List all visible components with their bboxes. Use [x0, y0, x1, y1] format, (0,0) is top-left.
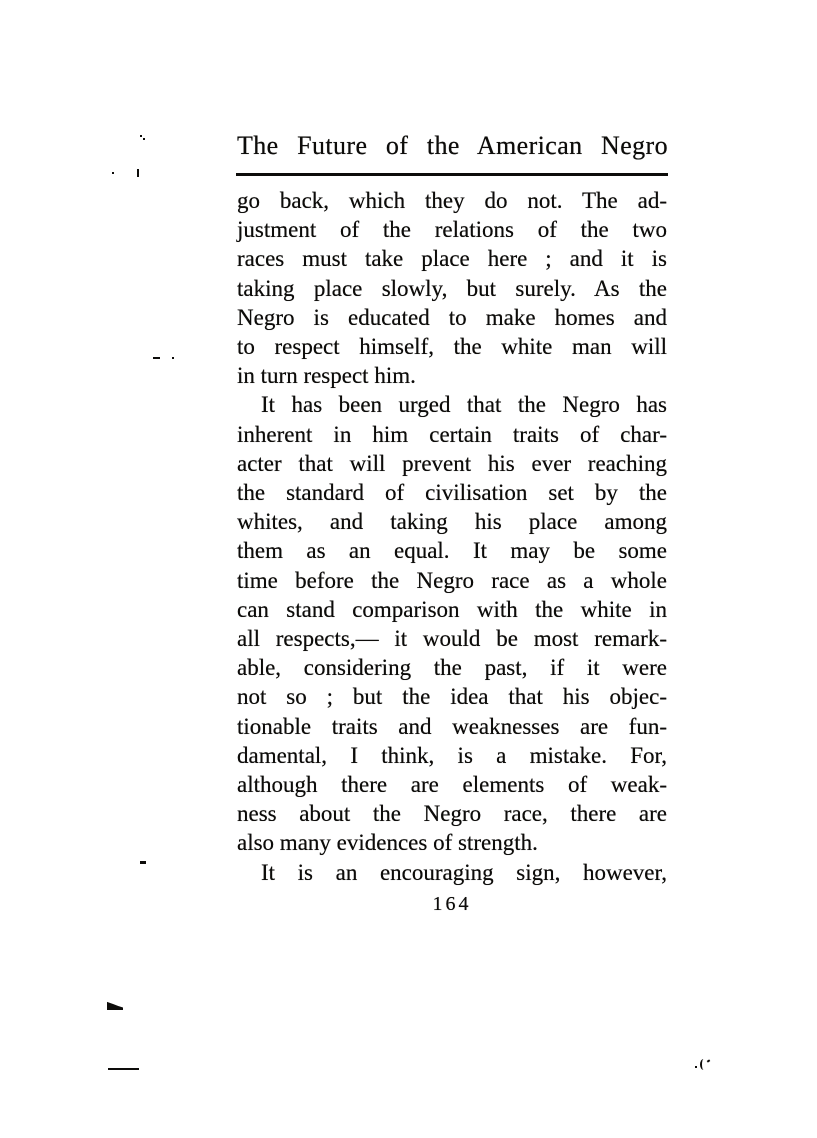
ink-speck: [112, 172, 114, 174]
body-line: races must take place here ; and it is: [237, 246, 667, 272]
ink-speck: [140, 135, 142, 137]
body-line: time before the Negro race as a whole: [237, 567, 667, 593]
body-line: acter that will prevent his ever reaching: [237, 450, 667, 476]
body-line: taking place slowly, but surely. As the: [237, 275, 667, 301]
body-line: also many evidences of strength.: [237, 830, 538, 856]
body-line: them as an equal. It may be some: [237, 538, 667, 564]
ink-speck: [140, 861, 146, 864]
page-number: 164: [432, 893, 472, 915]
body-line: the standard of civilisation set by the: [237, 480, 667, 506]
body-line: to respect himself, the white man will: [237, 334, 667, 360]
body-line: It has been urged that the Negro has: [261, 392, 667, 418]
ink-blob: [107, 1001, 123, 1010]
ink-speck: [695, 1066, 697, 1068]
body-line: ness about the Negro race, there are: [237, 801, 667, 827]
body-line: It is an encouraging sign, however,: [261, 859, 667, 885]
body-line: justment of the relations of the two: [237, 217, 667, 243]
body-line: whites, and taking his place among: [237, 509, 667, 535]
ink-line: [108, 1068, 139, 1070]
body-line: go back, which they do not. The ad-: [237, 188, 667, 213]
body-line: damental, I think, is a mistake. For,: [237, 742, 667, 768]
body-line: in turn respect him.: [237, 363, 416, 389]
body-line: inherent in him certain traits of char-: [237, 421, 667, 447]
ink-speck: [143, 138, 145, 140]
body-line: all respects,— it would be most remark-: [237, 626, 667, 652]
body-text: [237, 186, 667, 887]
body-line: can stand comparison with the white in: [237, 596, 667, 622]
body-line: Negro is educated to make homes and: [237, 304, 667, 330]
ink-speck: [137, 169, 139, 177]
ink-speck: [172, 357, 174, 359]
ink-speck: [153, 357, 160, 359]
body-line: not so ; but the idea that his objec-: [237, 684, 667, 710]
body-line: tionable traits and weaknesses are fun-: [237, 713, 667, 739]
ink-speck: [707, 1059, 711, 1062]
title-rule: [236, 173, 668, 176]
body-line: although there are elements of weak-: [237, 772, 667, 798]
page-title: The Future of the American Negro: [237, 131, 668, 160]
body-line: able, considering the past, if it were: [237, 655, 667, 681]
